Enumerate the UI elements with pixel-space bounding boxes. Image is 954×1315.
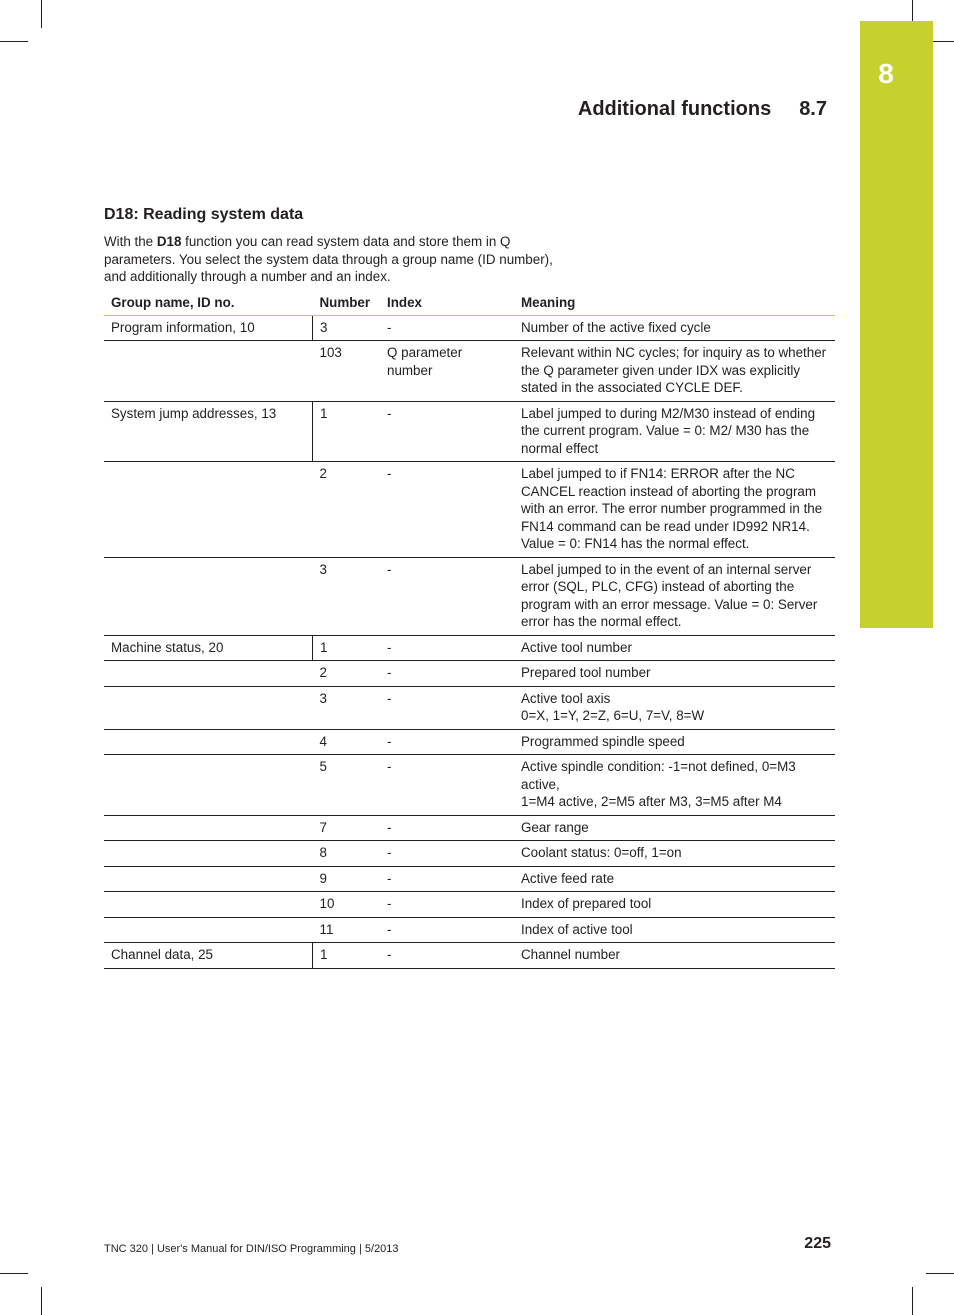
table-cell: 3 xyxy=(313,315,381,341)
crop-mark xyxy=(41,1287,42,1315)
chapter-tab xyxy=(860,21,933,628)
table-cell xyxy=(104,841,313,867)
table-cell: - xyxy=(380,755,514,816)
table-cell: Q parameter number xyxy=(380,341,514,402)
table-row xyxy=(104,815,835,841)
table-row xyxy=(104,729,835,755)
table-row xyxy=(104,557,835,635)
column-header: Number xyxy=(313,292,381,315)
table-cell: 8 xyxy=(313,841,381,867)
table-cell: - xyxy=(380,315,514,341)
crop-mark xyxy=(926,1273,954,1274)
table-cell: Index of prepared tool xyxy=(514,892,835,918)
crop-mark xyxy=(0,41,28,42)
running-head xyxy=(578,98,827,121)
intro-suffix: function you can read system data and store them in Q parameters. You select the system data through a group name (ID number), and additionally through a number and an index. xyxy=(104,234,553,285)
table-row xyxy=(104,841,835,867)
table-cell: Active tool axis 0=X, 1=Y, 2=Z, 6=U, 7=V, 8=W xyxy=(514,686,835,729)
table-cell: Gear range xyxy=(514,815,835,841)
table-cell: Number of the active fixed cycle xyxy=(514,315,835,341)
section-number: 8.7 xyxy=(799,98,827,120)
table-row xyxy=(104,917,835,943)
table-cell xyxy=(104,661,313,687)
table-cell xyxy=(104,815,313,841)
table-cell: - xyxy=(380,462,514,558)
table-row xyxy=(104,686,835,729)
table-cell: 5 xyxy=(313,755,381,816)
table-cell xyxy=(104,341,313,402)
table-cell: Label jumped to in the event of an internal server error (SQL, PLC, CFG) instead of aborting the program with an error message. Value = 0: Server error has the normal effect. xyxy=(514,557,835,635)
table-cell: - xyxy=(380,943,514,969)
table-row xyxy=(104,866,835,892)
column-header: Meaning xyxy=(514,292,835,315)
table-cell: 10 xyxy=(313,892,381,918)
column-header: Group name, ID no. xyxy=(104,292,313,315)
table-cell: 2 xyxy=(313,661,381,687)
crop-mark xyxy=(0,1273,28,1274)
table-row xyxy=(104,315,835,341)
table-cell: 4 xyxy=(313,729,381,755)
table-cell: - xyxy=(380,557,514,635)
footer-text: TNC 320 | User's Manual for DIN/ISO Programming | 5/2013 xyxy=(104,1243,399,1255)
table-cell xyxy=(104,729,313,755)
intro-paragraph xyxy=(104,233,564,286)
table-cell xyxy=(104,755,313,816)
table-row xyxy=(104,462,835,558)
table-cell: Machine status, 20 xyxy=(104,635,313,661)
table-cell: Programmed spindle speed xyxy=(514,729,835,755)
table-cell: Active spindle condition: -1=not defined, 0=M3 active, 1=M4 active, 2=M5 after M3, 3=M5 after M4 xyxy=(514,755,835,816)
table-cell xyxy=(104,866,313,892)
table-cell: Prepared tool number xyxy=(514,661,835,687)
table-cell: - xyxy=(380,892,514,918)
table-row xyxy=(104,755,835,816)
table-cell: Active feed rate xyxy=(514,866,835,892)
table-cell: - xyxy=(380,866,514,892)
section-title: D18: Reading system data xyxy=(104,206,304,223)
table-cell: - xyxy=(380,661,514,687)
table-cell: 1 xyxy=(313,401,381,462)
intro-bold: D18 xyxy=(156,234,182,249)
page-number: 225 xyxy=(804,1235,831,1252)
system-data-table xyxy=(104,292,835,969)
crop-mark xyxy=(912,1287,913,1315)
table-cell: 2 xyxy=(313,462,381,558)
table-cell xyxy=(104,892,313,918)
table-cell: 7 xyxy=(313,815,381,841)
table-cell: - xyxy=(380,401,514,462)
table-cell: - xyxy=(380,841,514,867)
table-row xyxy=(104,341,835,402)
table-cell: Channel number xyxy=(514,943,835,969)
table-row xyxy=(104,892,835,918)
table-row xyxy=(104,401,835,462)
chapter-title: Additional functions xyxy=(577,98,772,120)
table-cell: Relevant within NC cycles; for inquiry as to whether the Q parameter given under IDX was explicitly stated in the associated CYCLE DEF. xyxy=(514,341,835,402)
table-cell: 103 xyxy=(313,341,381,402)
table-cell: - xyxy=(380,729,514,755)
table-cell: Active tool number xyxy=(514,635,835,661)
table-row xyxy=(104,635,835,661)
table-cell: Program information, 10 xyxy=(104,315,313,341)
table-cell: - xyxy=(380,635,514,661)
table-cell: 9 xyxy=(313,866,381,892)
table-cell: - xyxy=(380,815,514,841)
table-cell xyxy=(104,462,313,558)
table-cell xyxy=(104,917,313,943)
table-cell: Index of active tool xyxy=(514,917,835,943)
table-cell: - xyxy=(380,917,514,943)
table-cell: 1 xyxy=(313,635,381,661)
table-cell: 1 xyxy=(313,943,381,969)
table-cell: System jump addresses, 13 xyxy=(104,401,313,462)
table-header-row xyxy=(104,292,835,315)
table-cell: - xyxy=(380,686,514,729)
chapter-number: 8 xyxy=(878,58,894,89)
table-cell: Label jumped to if FN14: ERROR after the NC CANCEL reaction instead of aborting the program with an error. The error number programmed in the FN14 command can be read under ID992 NR14. Value = 0: FN14 has the normal effect. xyxy=(514,462,835,558)
intro-prefix: With the xyxy=(104,234,157,249)
table-cell xyxy=(104,686,313,729)
table-cell: 3 xyxy=(313,686,381,729)
table-cell: Channel data, 25 xyxy=(104,943,313,969)
table-row xyxy=(104,661,835,687)
table-cell xyxy=(104,557,313,635)
table-cell: 3 xyxy=(313,557,381,635)
table-cell: 11 xyxy=(313,917,381,943)
table-row xyxy=(104,943,835,969)
column-header: Index xyxy=(380,292,514,315)
table-cell: Label jumped to during M2/M30 instead of ending the current program. Value = 0: M2/ M30 has the normal effect xyxy=(514,401,835,462)
table-cell: Coolant status: 0=off, 1=on xyxy=(514,841,835,867)
crop-mark xyxy=(41,0,42,28)
